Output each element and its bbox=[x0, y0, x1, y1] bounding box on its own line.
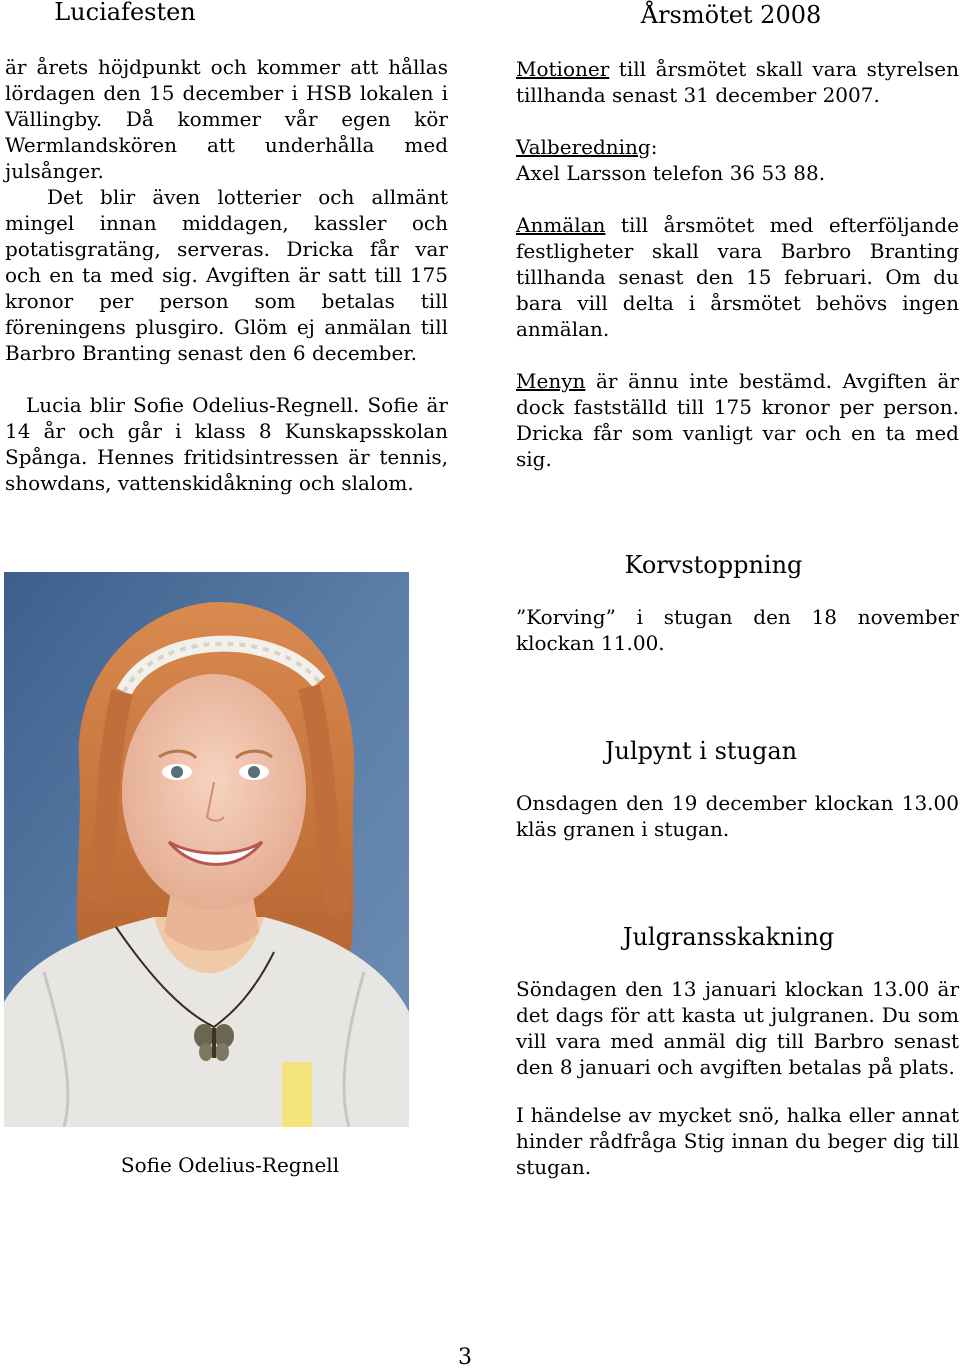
valberedning-para bbox=[516, 134, 959, 186]
motioner-para bbox=[516, 56, 959, 108]
menyn-para bbox=[516, 368, 959, 472]
menyn-label: Menyn bbox=[516, 369, 586, 393]
anmalan-label: Anmälan bbox=[516, 213, 606, 237]
luciafesten-para-1: är årets höjdpunkt och kommer att hållas lördagen den 15 december i HSB lokalen i Vällingby. Då kommer vår egen kör Wermlandskören att underhålla med julsånger. bbox=[5, 55, 448, 183]
luciafesten-para-3: Lucia blir Sofie Odelius-Regnell. Sofie är 14 år och går i klass 8 Kunskapsskolan Spånga. Hennes fritidsintressen är tennis, showdans, vattenskidåkning och slalom. bbox=[5, 393, 448, 495]
lucia-photo bbox=[4, 572, 409, 1127]
julgransskakning-text-1: Söndagen den 13 januari klockan 13.00 är det dags för att kasta ut julgranen. Du som vill vara med anmäl dig till Barbro senast den 8 januari och avgiften betalas på plats. bbox=[516, 977, 959, 1079]
julpynt-heading: Julpynt i stugan bbox=[604, 737, 798, 765]
korvstoppning-heading: Korvstoppning bbox=[624, 551, 803, 579]
korvstoppning-text: ”Korving” i stugan den 18 november klockan 11.00. bbox=[516, 605, 959, 655]
luciafesten-para-2: Det blir även lotterier och allmänt mingel innan middagen, kassler och potatisgratäng, serveras. Dricka får var och en ta med sig. Avgiften är satt till 175 kronor per person som betalas till föreningens plusgiro. Glöm ej anmälan till Barbro Branting senast den 6 december. bbox=[5, 185, 448, 365]
anmalan-text: till årsmötet med efterföljande festligheter skall vara Barbro Branting tillhanda senast den 15 februari. Om du bara vill delta i årsmötet behövs ingen anmälan. bbox=[516, 213, 959, 341]
anmalan-para bbox=[516, 212, 959, 342]
left-column bbox=[5, 0, 448, 496]
valberedning-colon: : bbox=[650, 135, 658, 159]
julgransskakning-text-2: I händelse av mycket snö, halka eller annat hinder rådfråga Stig innan du beger dig till stugan. bbox=[516, 1103, 959, 1179]
luciafesten-heading: Luciafesten bbox=[54, 0, 196, 26]
photo-caption: Sofie Odelius-Regnell bbox=[120, 1153, 340, 1177]
valberedning-text: Axel Larsson telefon 36 53 88. bbox=[516, 161, 826, 185]
motioner-text: till årsmötet skall vara styrelsen tillhanda senast 31 december 2007. bbox=[516, 57, 959, 107]
right-column bbox=[516, 0, 959, 1180]
valberedning-label: Valberedning bbox=[516, 135, 651, 159]
page-number: 3 bbox=[458, 1345, 472, 1370]
julpynt-text: Onsdagen den 19 december klockan 13.00 kläs granen i stugan. bbox=[516, 791, 959, 841]
arsmotet-heading: Årsmötet 2008 bbox=[640, 1, 822, 29]
lucia-portrait-image bbox=[4, 572, 409, 1127]
menyn-text: är ännu inte bestämd. Avgiften är dock fastställd till 175 kronor per person. Dricka får som vanligt var och en ta med sig. bbox=[516, 369, 959, 471]
motioner-label: Motioner bbox=[516, 57, 610, 81]
julgransskakning-heading: Julgransskakning bbox=[622, 923, 835, 951]
